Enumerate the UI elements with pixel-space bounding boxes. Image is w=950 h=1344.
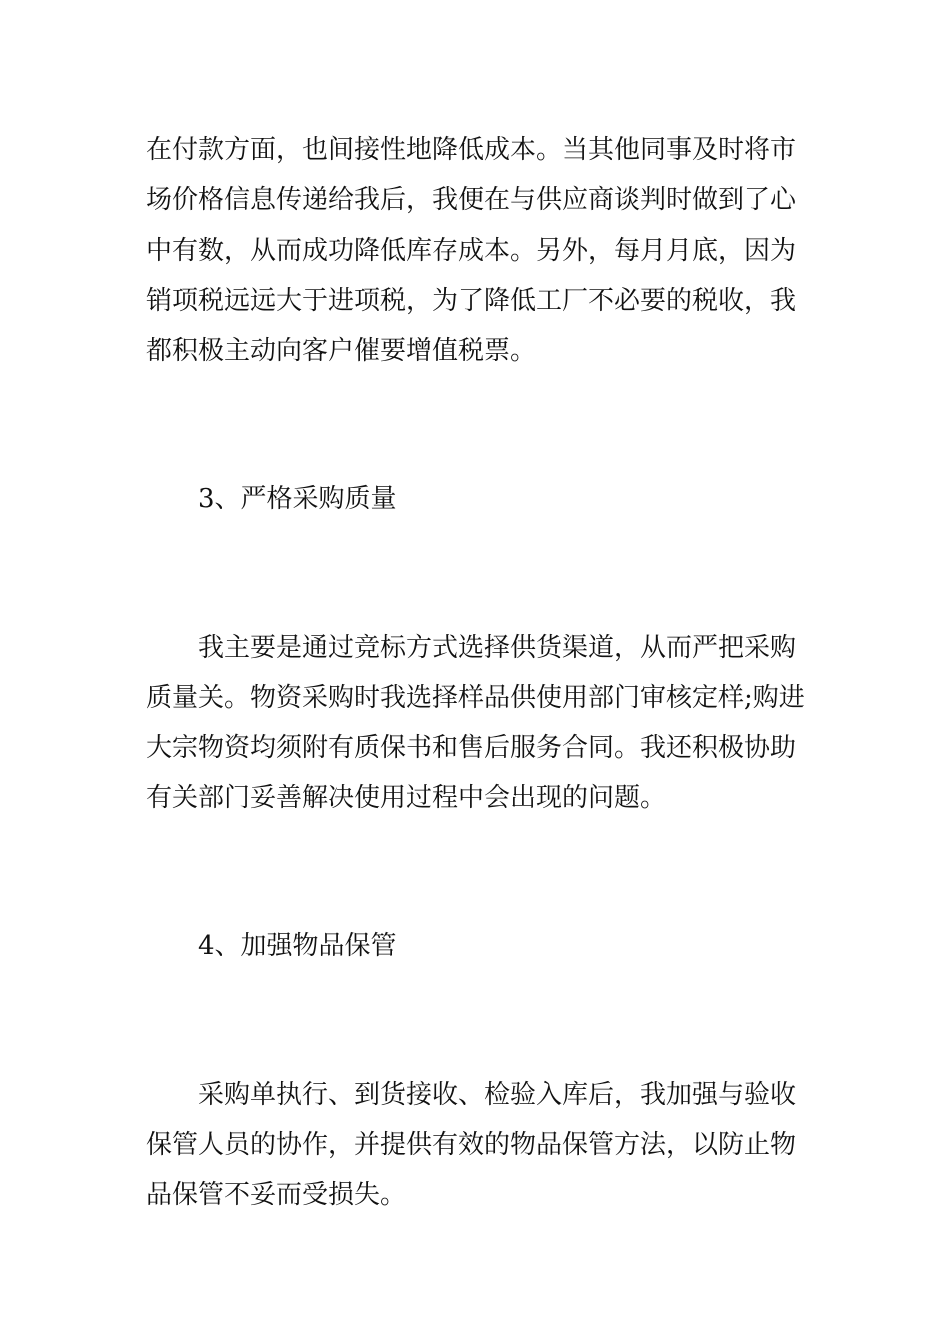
text-line: 场价格信息传递给我后，我便在与供应商谈判时做到了心 [146,185,797,215]
text-line: 在付款方面，也间接性地降低成本。当其他同事及时将市 [146,135,797,165]
section-heading-4: 4、加强物品保管 [198,931,397,961]
section-heading-3: 3、严格采购质量 [198,484,397,514]
text-line: 中有数，从而成功降低库存成本。另外，每月月底，因为 [146,236,797,266]
text-line: 都积极主动向客户催要增值税票。 [146,336,537,366]
text-line: 保管人员的协作，并提供有效的物品保管方法，以防止物 [146,1130,797,1160]
text-line: 我主要是通过竞标方式选择供货渠道，从而严把采购 [198,633,797,663]
text-line: 大宗物资均须附有质保书和售后服务合同。我还积极协助 [146,733,797,763]
text-line: 销项税远远大于进项税，为了降低工厂不必要的税收，我 [146,286,797,316]
text-line: 采购单执行、到货接收、检验入库后，我加强与验收 [198,1080,797,1110]
text-line: 品保管不妥而受损失。 [146,1180,407,1210]
text-line: 质量关。物资采购时我选择样品供使用部门审核定样;购进 [146,683,805,713]
text-line: 有关部门妥善解决使用过程中会出现的问题。 [146,783,667,813]
